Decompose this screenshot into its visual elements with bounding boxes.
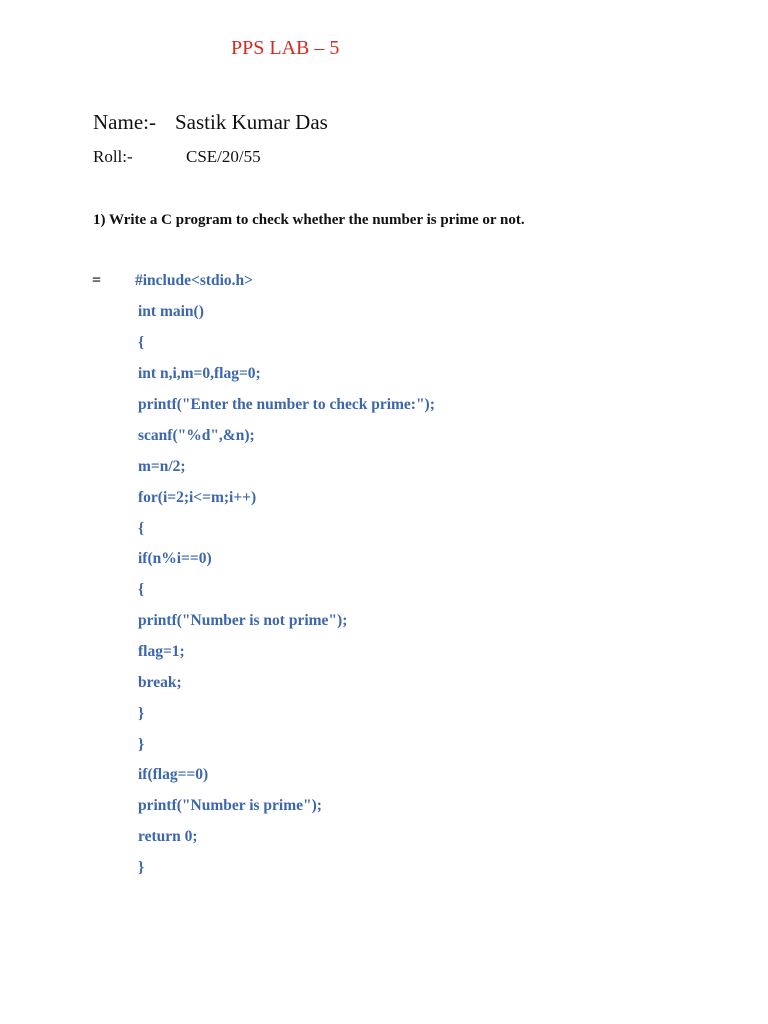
code-line: } <box>138 736 145 753</box>
code-line: { <box>138 520 145 537</box>
roll-value: CSE/20/55 <box>186 147 261 166</box>
code-line: m=n/2; <box>138 458 186 475</box>
code-line: printf("Enter the number to check prime:"); <box>138 396 435 413</box>
code-line: scanf("%d",&n); <box>138 427 255 444</box>
code-line: if(flag==0) <box>138 766 209 783</box>
code-line: if(n%i==0) <box>138 550 212 567</box>
code-line: { <box>138 334 145 351</box>
document-title: PPS LAB – 5 <box>231 37 340 59</box>
name-value: Sastik Kumar Das <box>175 110 328 134</box>
code-line: return 0; <box>138 828 198 845</box>
code-line: break; <box>138 674 182 691</box>
code-line: { <box>138 581 145 598</box>
code-line: int main() <box>138 303 204 320</box>
code-line: printf("Number is not prime"); <box>138 612 348 629</box>
code-line: } <box>138 705 145 722</box>
roll-label: Roll:- <box>93 147 133 166</box>
code-line: #include<stdio.h> <box>135 272 254 289</box>
name-row <box>93 108 328 136</box>
code-line: } <box>138 859 145 876</box>
question-text: 1) Write a C program to check whether the number is prime or not. <box>93 212 525 228</box>
code-line: int n,i,m=0,flag=0; <box>138 365 261 382</box>
code-line: printf("Number is prime"); <box>138 797 322 814</box>
answer-marker: = <box>92 272 102 289</box>
name-label: Name:- <box>93 110 156 134</box>
code-line: flag=1; <box>138 643 185 660</box>
code-line: for(i=2;i<=m;i++) <box>138 489 257 506</box>
roll-row <box>93 145 261 169</box>
